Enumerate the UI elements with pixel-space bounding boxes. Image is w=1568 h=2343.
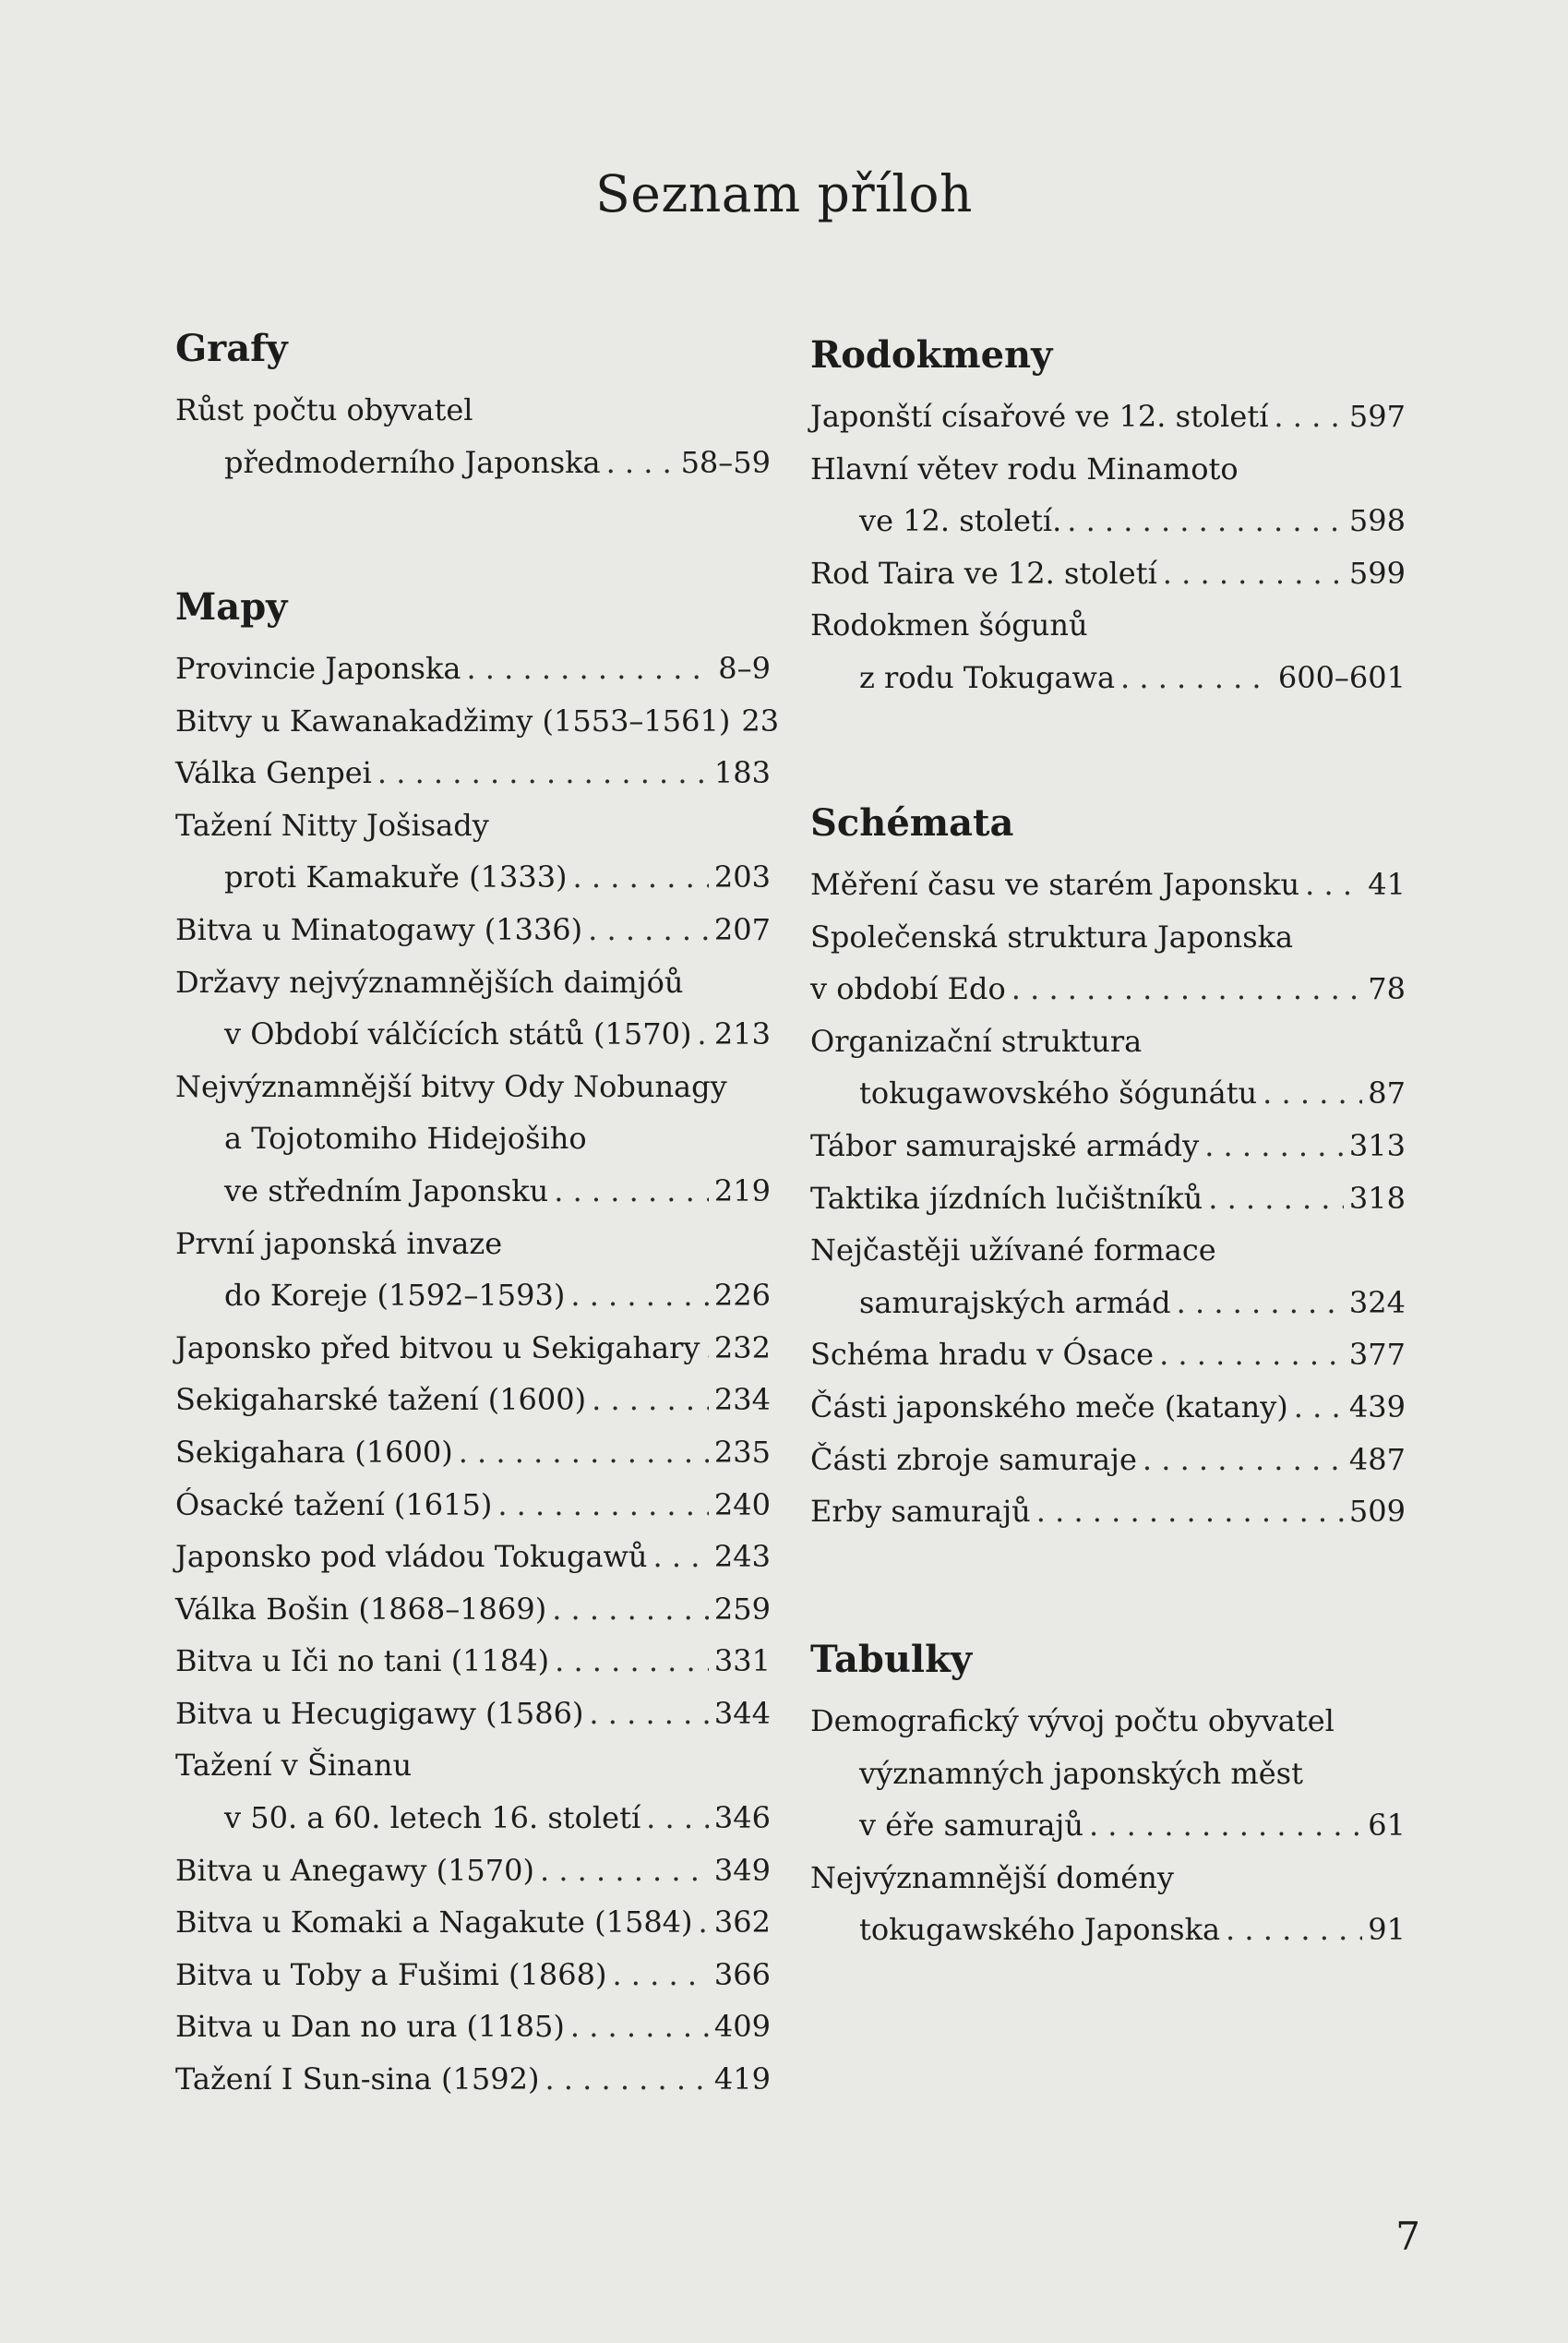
toc-entry-line (810, 1328, 1406, 1381)
toc-entry (175, 1061, 771, 1218)
section-heading: Grafy (175, 327, 288, 370)
toc-page-number: 61 (1368, 1808, 1406, 1844)
toc-page-number: 318 (1348, 1180, 1406, 1216)
toc-entry-line (810, 390, 1406, 443)
toc-entry-line (175, 643, 771, 695)
toc-entry-line (175, 384, 771, 437)
toc-entry-text: Části japonského meče (katany) (810, 1388, 1288, 1424)
toc-entry-line (810, 1695, 1406, 1748)
toc-entry-line (810, 859, 1406, 911)
dot-leader (1294, 1381, 1344, 1434)
toc-entry (175, 643, 771, 695)
toc-page-number: 203 (713, 859, 771, 895)
toc-entry-line (810, 911, 1406, 964)
toc-entry-line (810, 1799, 1406, 1852)
toc-page-number: 213 (713, 1016, 771, 1052)
toc-entry-text: Sekigahara (1600) (175, 1434, 453, 1470)
toc-entry-text: Bitva u Iči no tani (1184) (175, 1643, 550, 1679)
toc-entry-line (810, 1434, 1406, 1486)
dot-leader (1177, 1277, 1344, 1329)
toc-page-number: 599 (1348, 555, 1406, 591)
toc-page-number: 232 (713, 1329, 771, 1365)
section-mapy (175, 580, 780, 2106)
toc-entry-text: Válka Bošin (1868–1869) (175, 1591, 547, 1627)
toc-entry-line (175, 1218, 771, 1270)
dot-leader (588, 904, 709, 956)
page-number: 7 (1395, 2214, 1420, 2259)
toc-page-number: 8–9 (718, 651, 771, 686)
toc-entry-text: a Tojotomiho Hidejošiho (224, 1121, 587, 1157)
toc-entry-text: Bitva u Toby a Fušimi (1868) (175, 1956, 607, 1992)
toc-entry-text: tokugawského Japonska (859, 1912, 1221, 1948)
toc-entry (175, 1531, 771, 1583)
section-tabulky (810, 1632, 1406, 1956)
toc-entry-text: Společenská struktura Japonska (810, 919, 1294, 955)
dot-leader (554, 1165, 709, 1218)
toc-entry (175, 1949, 771, 2001)
toc-page-number: 597 (1348, 399, 1406, 434)
toc-entry (175, 2053, 771, 2106)
toc-entry (810, 1695, 1406, 1852)
toc-entry-line (810, 1904, 1406, 1956)
toc-entry (810, 911, 1406, 1015)
toc-page-number: 219 (713, 1172, 771, 1208)
toc-entry-text: Državy nejvýznamnějších daimjóů (175, 964, 684, 1000)
toc-entry-text: Organizační struktura (810, 1023, 1143, 1059)
toc-entry (810, 599, 1406, 703)
dot-leader (466, 643, 712, 695)
toc-entry-text: ve středním Japonsku (224, 1172, 549, 1208)
toc-entry (810, 547, 1406, 600)
toc-entry (175, 1583, 771, 1636)
toc-entry (175, 799, 771, 904)
dot-leader (377, 747, 709, 799)
toc-entry-line (175, 1061, 771, 1113)
section-heading: Mapy (175, 585, 288, 629)
toc-entry-line (175, 1531, 771, 1583)
toc-page-number: 419 (713, 2061, 771, 2097)
toc-entry-text: Tábor samurajské armády (810, 1127, 1200, 1163)
toc-page-number: 346 (713, 1800, 771, 1836)
toc-page-number: 509 (1348, 1494, 1406, 1530)
dot-leader (653, 1531, 709, 1583)
toc-page-number: 78 (1368, 971, 1406, 1007)
toc-entry-text: v 50. a 60. letech 16. století (224, 1800, 641, 1836)
toc-entry-line (175, 1479, 771, 1532)
toc-entry-text: Demografický vývoj počtu obyvatel (810, 1703, 1335, 1738)
toc-entry-text: Hlavní větev rodu Minamoto (810, 451, 1239, 487)
toc-entry (810, 859, 1406, 911)
toc-entry-line (175, 747, 771, 799)
toc-entry-text: Bitva u Hecugigawy (1586) (175, 1695, 584, 1731)
toc-entry-text: Ósacké tažení (1615) (175, 1486, 493, 1522)
dot-leader (646, 1792, 709, 1844)
toc-page-number: 226 (713, 1278, 771, 1314)
toc-entry-line (810, 1381, 1406, 1434)
toc-entry (810, 1381, 1406, 1434)
dot-leader (1089, 1799, 1362, 1852)
toc-entry-line (175, 437, 771, 489)
toc-entry-line (810, 1277, 1406, 1329)
toc-page-number: 324 (1348, 1284, 1406, 1320)
toc-page-number: 243 (713, 1539, 771, 1575)
toc-page-number: 331 (713, 1643, 771, 1679)
toc-entry (810, 1434, 1406, 1486)
toc-entry (810, 390, 1406, 443)
toc-entry-line (175, 851, 771, 904)
dot-leader (1204, 1120, 1344, 1172)
toc-entry-line (175, 1896, 771, 1949)
toc-page-number: 41 (1368, 867, 1406, 902)
dot-leader (699, 1896, 709, 1949)
toc-entry (175, 695, 780, 748)
toc-page-number: 439 (1348, 1388, 1406, 1424)
toc-entry (175, 1896, 771, 1949)
toc-entry-line (175, 1426, 771, 1479)
toc-page-number: 87 (1368, 1075, 1406, 1111)
toc-entry (175, 1479, 771, 1532)
toc-entry-text: předmoderního Japonska (224, 444, 601, 480)
toc-entry-line (175, 2001, 771, 2053)
toc-entry-text: Rod Taira ve 12. století (810, 555, 1157, 591)
toc-entry-line (810, 547, 1406, 600)
toc-entry (810, 1485, 1406, 1538)
section-heading: Schémata (810, 801, 1014, 845)
toc-entry-text: Tažení I Sun-sina (1592) (175, 2061, 540, 2097)
toc-entry (175, 384, 771, 488)
toc-entry-line (175, 799, 771, 852)
toc-entry-text: Válka Genpei (175, 755, 372, 791)
toc-entry-line (810, 1485, 1406, 1538)
toc-entry-text: Nejvýznamnější bitvy Ody Nobunagy (175, 1068, 727, 1104)
toc-entry-text: z rodu Tokugawa (859, 659, 1116, 695)
toc-entry-text: Části zbroje samuraje (810, 1441, 1137, 1477)
toc-page-number: 344 (713, 1695, 771, 1731)
dot-leader (1120, 652, 1273, 704)
toc-entry-text: Bitva u Anegawy (1570) (175, 1852, 534, 1888)
toc-entry (810, 1224, 1406, 1328)
toc-entry-text: Japonsko pod vládou Tokugawů (175, 1539, 648, 1575)
toc-entry-line (175, 1844, 771, 1897)
dot-leader (497, 1479, 709, 1532)
toc-entry-text: v éře samurajů (859, 1808, 1083, 1844)
toc-page-number: 313 (1348, 1127, 1406, 1163)
dot-leader (1163, 547, 1344, 600)
dot-leader (1226, 1904, 1362, 1956)
toc-entry-text: Japonští císařové ve 12. století (810, 399, 1269, 434)
toc-entry-line (175, 1949, 771, 2001)
toc-entry (175, 1844, 771, 1897)
dot-leader (573, 851, 709, 904)
toc-entry-line (175, 1322, 771, 1375)
toc-entry-line (175, 956, 771, 1009)
toc-entry (810, 1172, 1406, 1225)
toc-page-number: 91 (1368, 1912, 1406, 1948)
toc-page-number: 409 (713, 2009, 771, 2045)
dot-leader (705, 1322, 708, 1375)
toc-entry-text: do Koreje (1592–1593) (224, 1278, 566, 1314)
toc-entry (175, 1374, 771, 1426)
dot-leader (570, 1269, 709, 1322)
dot-leader (1143, 1434, 1344, 1486)
toc-entry-line (175, 1269, 771, 1322)
toc-entry-line (175, 1792, 771, 1844)
toc-entry-text: samurajských armád (859, 1284, 1171, 1320)
dot-leader (1274, 390, 1344, 443)
toc-entry (175, 1739, 771, 1844)
dot-leader (606, 437, 676, 489)
toc-entry-text: v Období válčících států (1570) (224, 1016, 692, 1052)
dot-leader (1263, 1067, 1362, 1120)
toc-entry-text: v období Edo (810, 971, 1006, 1007)
toc-entry-line (810, 1224, 1406, 1277)
toc-entry-line (175, 1739, 771, 1792)
toc-entry-text: Japonsko před bitvou u Sekigahary (175, 1329, 700, 1365)
toc-page-number: 23 (741, 703, 780, 739)
dot-leader (1011, 963, 1363, 1015)
dot-leader (570, 2001, 709, 2053)
toc-entry-text: Nejvýznamnější domény (810, 1859, 1174, 1895)
toc-entry (175, 956, 771, 1061)
dot-leader (1159, 1328, 1344, 1381)
toc-entry (175, 1322, 771, 1375)
toc-entry-text: Schéma hradu v Ósace (810, 1337, 1155, 1373)
toc-page-number: 234 (713, 1382, 771, 1418)
dot-leader (552, 1583, 709, 1636)
toc-entry-line (175, 1374, 771, 1426)
toc-entry-text: proti Kamakuře (1333) (224, 859, 568, 895)
dot-leader (1305, 859, 1362, 911)
toc-entry-text: Bitva u Komaki a Nagakute (1584) (175, 1904, 693, 1940)
toc-entry-text: Bitva u Minatogawy (1336) (175, 911, 583, 947)
dot-leader (555, 1635, 709, 1688)
toc-page-number: 207 (713, 911, 771, 947)
toc-entry-text: Sekigaharské tažení (1600) (175, 1382, 587, 1418)
toc-entry-text: Taktika jízdních lučištníků (810, 1180, 1203, 1216)
section-grafy (175, 321, 771, 488)
section-rodokmeny (810, 328, 1406, 704)
dot-leader (1208, 1172, 1344, 1225)
toc-page-number: 235 (713, 1434, 771, 1470)
toc-entry-text: Rodokmen šógunů (810, 607, 1088, 643)
toc-page-number: 377 (1348, 1337, 1406, 1373)
toc-entry (175, 1688, 771, 1740)
toc-entry-line (810, 1852, 1406, 1904)
toc-entry-line (175, 695, 780, 748)
toc-page-number: 58–59 (680, 444, 771, 480)
toc-entry-line (810, 1067, 1406, 1120)
toc-entry-line (175, 1112, 771, 1165)
toc-entry (175, 1635, 771, 1688)
dot-leader (612, 1949, 708, 2001)
toc-entry-line (175, 1688, 771, 1740)
toc-entry-line (810, 1015, 1406, 1068)
dot-leader (592, 1374, 709, 1426)
toc-entry-text: Tažení Nitty Jošisady (175, 807, 489, 843)
toc-entry (175, 1218, 771, 1322)
toc-entry-text: Erby samurajů (810, 1494, 1031, 1530)
toc-entry-text: významných japonských měst (859, 1755, 1303, 1791)
toc-page-number: 240 (713, 1486, 771, 1522)
toc-entry (175, 747, 771, 799)
toc-entry (175, 2001, 771, 2053)
toc-page-number: 259 (713, 1591, 771, 1627)
toc-entry-text: Nejčastěji užívané formace (810, 1232, 1216, 1268)
section-schemata (810, 796, 1406, 1538)
toc-page-number: 598 (1348, 503, 1406, 539)
toc-entry-line (175, 1635, 771, 1688)
toc-entry-line (175, 904, 771, 956)
toc-entry-text: Růst počtu obyvatel (175, 392, 473, 427)
toc-entry-text: Provincie Japonska (175, 651, 461, 686)
toc-entry (810, 1852, 1406, 1956)
toc-entry (175, 904, 771, 956)
page-title: Seznam příloh (595, 164, 973, 223)
toc-entry-line (175, 1008, 771, 1061)
toc-page-number: 183 (713, 755, 771, 791)
toc-entry-line (810, 1748, 1406, 1800)
toc-entry-line (175, 2053, 771, 2106)
toc-entry (810, 1120, 1406, 1172)
toc-entry-line (810, 963, 1406, 1015)
toc-entry-line (810, 1172, 1406, 1225)
toc-entry-line (175, 1583, 771, 1636)
dot-leader (589, 1688, 709, 1740)
toc-entry-text: ve 12. století. (859, 503, 1062, 539)
toc-page-number: 349 (713, 1852, 771, 1888)
section-heading: Tabulky (810, 1638, 973, 1681)
toc-entry-line (810, 443, 1406, 496)
dot-leader (540, 1844, 709, 1897)
dot-leader (1036, 1485, 1344, 1538)
dot-leader (697, 1008, 709, 1061)
dot-leader (545, 2053, 708, 2106)
toc-page-number: 487 (1348, 1441, 1406, 1477)
toc-page-number: 600–601 (1277, 659, 1406, 695)
toc-page-number: 366 (713, 1956, 771, 1992)
toc-entry-line (810, 652, 1406, 704)
section-heading: Rodokmeny (810, 333, 1053, 377)
dot-leader (1067, 495, 1344, 547)
dot-leader (459, 1426, 709, 1479)
toc-entry-text: První japonská invaze (175, 1225, 503, 1261)
toc-entry-line (810, 1120, 1406, 1172)
toc-entry-line (810, 495, 1406, 547)
toc-entry (810, 1015, 1406, 1120)
toc-entry-line (175, 1165, 771, 1218)
toc-entry-line (810, 599, 1406, 652)
toc-entry-text: Tažení v Šinanu (175, 1748, 413, 1784)
toc-entry-text: tokugawovského šógunátu (859, 1075, 1258, 1111)
toc-entry-text: Měření času ve starém Japonsku (810, 867, 1300, 902)
toc-entry (810, 443, 1406, 547)
toc-page-number: 362 (713, 1904, 771, 1940)
toc-entry-text: Bitva u Dan no ura (1185) (175, 2009, 565, 2045)
toc-entry-text: Bitvy u Kawanakadžimy (1553–1561) (175, 703, 731, 739)
toc-entry (175, 1426, 771, 1479)
toc-entry (810, 1328, 1406, 1381)
